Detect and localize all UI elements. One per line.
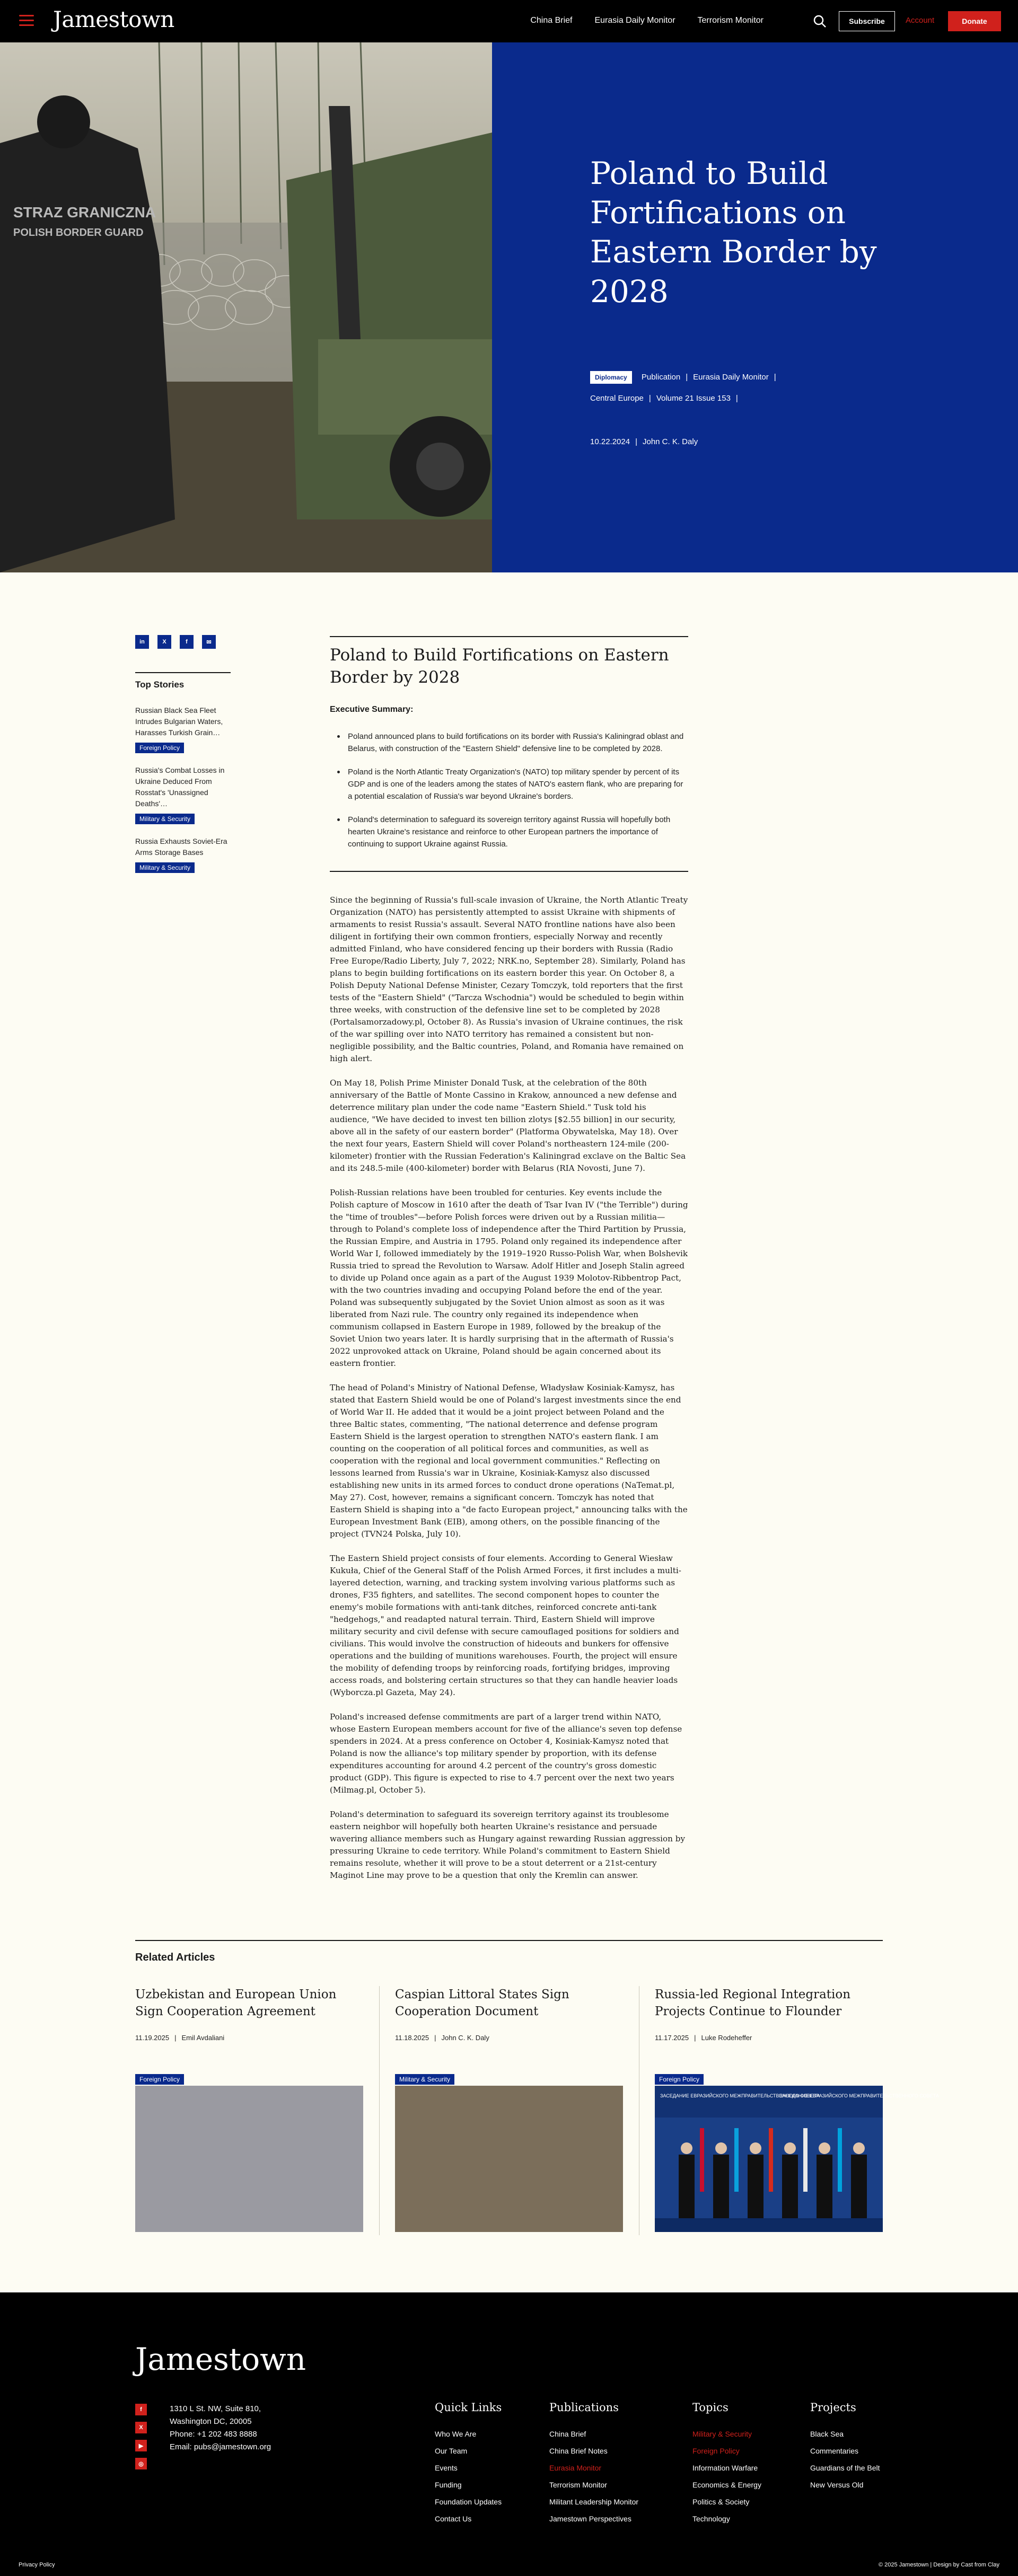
footer-col-heading: Quick Links <box>435 2401 502 2414</box>
footer-link[interactable]: China Brief <box>549 2430 586 2438</box>
donate-button[interactable]: Donate <box>948 11 1001 31</box>
footer-link[interactable]: Black Sea <box>810 2430 844 2438</box>
paragraph: Since the beginning of Russia's full-scale invasion of Ukraine, the North Atlantic Treaty Organization (NATO) has persistently attempted to assist Ukraine with shipments of armaments to resist Russia's assault. Several NATO frontline nations have also been diligent in fortifying their own common frontiers, especially Norway and recently admitted Finland, who have considered fencing up their borders with Russia (Radio Free Europe/Radio Liberty, July 7, 2022; NRK.no, September 28). Similarly, Poland has plans to begin building fortifications on its eastern border this year. On October 8, a Polish Deputy National Defense Minister, Cezary Tomczyk, told reporters that the first tests of the "Eastern Shield" ("Tarcza Wschodnia") would be scheduled to begin within three weeks, with construction of the defensive line set to be completed by 2028 (Portalsamorzadowy.pl, October 8). As Russia's invasion of Ukraine continues, the risk of the war spilling over into NATO territory has remained a consistent but non-negligible possibility, and the Baltic countries, Poland, and Romania have remained on high alert. <box>330 895 688 1063</box>
subscribe-button[interactable]: Subscribe <box>839 11 895 31</box>
exec-summary-list <box>330 730 688 872</box>
vest-text-2: POLISH BORDER GUARD <box>13 227 144 239</box>
footer-logo[interactable]: Jamestown <box>135 2341 306 2377</box>
story-tag[interactable]: Military & Security <box>135 862 195 873</box>
story-tag[interactable]: Military & Security <box>135 814 195 824</box>
hero-meta: Diplomacy Publication | Eurasia Daily Monitor | Central Europe | Volume 21 Issue 153 | <box>590 367 887 409</box>
footer-link[interactable]: Who We Are <box>435 2430 477 2438</box>
meta-eurasia[interactable]: Eurasia Daily Monitor <box>693 373 769 382</box>
footer-col-heading: Publications <box>549 2401 619 2414</box>
nav-eurasia-daily-monitor[interactable]: Eurasia Daily Monitor <box>594 16 675 25</box>
related-meta: 11.18.2025 | John C. K. Daly <box>395 2034 489 2042</box>
hero-panel <box>492 42 1018 572</box>
footer-link[interactable]: Eurasia Monitor <box>549 2464 602 2472</box>
share-bar <box>135 635 216 649</box>
hero-date: 10.22.2024 <box>590 437 630 446</box>
footer-link[interactable]: Funding <box>435 2481 462 2489</box>
nav-china-brief[interactable]: China Brief <box>530 16 573 25</box>
related-title[interactable]: Caspian Littoral States Sign Cooperation Document <box>395 1988 569 2018</box>
footer-address <box>170 2403 271 2454</box>
footer-link[interactable]: Our Team <box>435 2447 468 2455</box>
related-title[interactable]: Russia-led Regional Integration Projects Continue to Flounder <box>655 1988 851 2018</box>
footer-link[interactable]: Contact Us <box>435 2515 472 2523</box>
related-date: 11.18.2025 <box>395 2034 429 2042</box>
paragraph: The Eastern Shield project consists of four elements. According to General Wiesław Kukuła, Chief of the General Staff of the Polish Armed Forces, it first includes a multi-layered detection, warning, and tracking system involving various platforms such as drones, F35 fighters, and satellites. The second component hopes to counter the enemy's mobile formations with anti-tank ditches, reinforced concrete anti-tank "hedgehogs," and readapted natural terrain. Third, Eastern Shield will improve military security and civil defense with secure camouflaged positions for soldiers and civilians. This would involve the construction of hideouts and bunkers for offensive operations and the building of munitions warehouses. Fourth, the project will ensure the mobility of defending troops by reinforcing roads, fortifying bridges, improving access roads, and bolstering certain structures so that they can handle heavier loads (Wyborcza.pl Gazeta, May 24). <box>330 1553 681 1697</box>
meta-volume[interactable]: Volume 21 Issue 153 <box>656 394 731 403</box>
account-link[interactable]: Account <box>906 16 935 25</box>
email[interactable]: Email: pubs@jamestown.org <box>170 2442 271 2451</box>
facebook-icon[interactable]: f <box>135 2404 147 2415</box>
footer-col-topics <box>692 2401 761 2527</box>
site-logo[interactable]: Jamestown <box>53 6 174 32</box>
footer-link[interactable]: Economics & Energy <box>692 2481 761 2489</box>
footer-link[interactable]: China Brief Notes <box>549 2447 608 2455</box>
meta-region[interactable]: Central Europe <box>590 394 644 403</box>
footer-link[interactable]: Politics & Society <box>692 2498 750 2506</box>
related-card[interactable] <box>655 1986 939 2251</box>
x-icon[interactable]: X <box>135 2422 147 2433</box>
address-line: Washington DC, 20005 <box>170 2417 252 2426</box>
search-icon[interactable] <box>812 14 827 29</box>
article-body <box>330 894 688 1882</box>
meta-publication[interactable]: Publication <box>641 373 681 382</box>
copyright: © 2025 Jamestown | Design by Cast from Clay <box>879 2562 999 2568</box>
footer-link[interactable]: Technology <box>692 2515 730 2523</box>
vest-text-1: STRAZ GRANICZNA <box>13 204 156 220</box>
nav-terrorism-monitor[interactable]: Terrorism Monitor <box>697 16 763 25</box>
related-tag[interactable]: Military & Security <box>395 2074 454 2085</box>
footer-link[interactable]: Events <box>435 2464 458 2472</box>
footer-col-quick-links <box>435 2401 502 2527</box>
exec-item: Poland's determination to safeguard its sovereign territory against Russia will hopefully both hearten Ukraine's resistance and reinforce to other European partners the importance of continuing to support Ukraine against Russia. <box>337 814 688 850</box>
youtube-icon[interactable]: ▶ <box>135 2440 147 2451</box>
related-tag[interactable]: Foreign Policy <box>135 2074 184 2085</box>
related-title[interactable]: Uzbekistan and European Union Sign Cooperation Agreement <box>135 1988 337 2018</box>
list-item[interactable] <box>135 705 231 753</box>
hero-image <box>0 42 492 572</box>
instagram-icon[interactable]: ◎ <box>135 2458 147 2469</box>
related-grid <box>135 1986 939 2278</box>
story-title[interactable]: Russian Black Sea Fleet Intrudes Bulgarian Waters, Harasses Turkish Grain… <box>135 706 223 737</box>
related-date: 11.19.2025 <box>135 2034 170 2042</box>
footer-link[interactable]: New Versus Old <box>810 2481 864 2489</box>
related-meta: 11.17.2025 | Luke Rodeheffer <box>655 2034 752 2042</box>
paragraph: On May 18, Polish Prime Minister Donald Tusk, at the celebration of the 80th anniversary of the Battle of Monte Cassino in Krakow, announced a new defense and deterrence military plan under the code name "Eastern Shield." Tusk told his audience, "We have decided to invest ten billion zlotys [$2.55 billion] in our security, above all in the safety of our eastern border" (Platforma Obywatelska, May 18). Over the next four years, Eastern Shield will cover Poland's northeastern 124-mile (200-kilometer) frontier with the Russian Federation's Kaliningrad exclave on the Baltic Sea and its 248.5-mile (400-kilometer) border with Belarus (RIA Novosti, June 7). <box>330 1078 686 1173</box>
list-item[interactable] <box>135 836 231 873</box>
related-meta: 11.19.2025 | Emil Avdaliani <box>135 2034 225 2042</box>
menu-icon[interactable] <box>19 15 34 27</box>
footer-col-projects <box>810 2401 880 2493</box>
paragraph: Polish-Russian relations have been troubled for centuries. Key events include the Polish capture of Moscow in 1610 after the death of Tsar Ivan IV ("the Terrible") during the "time of troubles"—before Polish forces were driven out by a Russian militia—through to Poland's complete loss of independence after the Third Partition by Prussia, the Russian Empire, and Austria in 1795. Poland only regained its independence after World War I, followed immediately by the 1919–1920 Russo-Polish War, when Bolshevik Russia tried to spread the Revolution to Warsaw. Adolf Hitler and Joseph Stalin agreed to divide up Poland once again as a part of the August 1939 Molotov-Ribbentrop Pact, with the two countries invading and occupying Poland before the end of the year. Poland was subsequently subjugated by the Soviet Union almost as soon as it was liberated from Nazi rule. The country only regained its independence when communism collapsed in Eastern Europe in 1989, followed by the breakup of the Soviet Union two years later. It is hardly surprising that in the aftermath of Russia's 2022 unprovoked attack on Ukraine, Poland should be again concerned about its eastern frontier. <box>330 1187 688 1368</box>
footer-link[interactable]: Guardians of the Belt <box>810 2464 880 2472</box>
related-author[interactable]: Luke Rodeheffer <box>701 2034 752 2042</box>
paragraph: Poland's increased defense commitments are part of a larger trend within NATO, whose Eastern European members account for five of the alliance's seven top defense spenders in 2024. At a press conference on October 4, Kosiniak-Kamysz noted that Poland is now the alliance's top military spender by proportion, with its defense expenditures accounting for around 4.2 percent of the country's gross domestic product (GDP). This figure is expected to rise to 4.7 percent over the next two years (Milmag.pl, October 5). <box>330 1712 682 1795</box>
related-card[interactable] <box>135 1986 363 2251</box>
privacy-link[interactable]: Privacy Policy <box>19 2562 55 2568</box>
divider <box>379 1986 380 2235</box>
footer-link[interactable]: Jamestown Perspectives <box>549 2515 631 2523</box>
related-card[interactable] <box>395 1986 623 2251</box>
related-articles <box>135 1940 939 2098</box>
footer-link[interactable]: Commentaries <box>810 2447 859 2455</box>
hero-title: Poland to Build Fortifications on Eastern Border by 2028 <box>590 155 877 310</box>
story-title[interactable]: Russia's Combat Losses in Ukraine Deduced From Rosstat's 'Unassigned Deaths'… <box>135 766 225 808</box>
footer-link[interactable]: Militant Leadership Monitor <box>549 2498 639 2506</box>
address-line: 1310 L St. NW, Suite 810, <box>170 2404 261 2413</box>
footer-link[interactable]: Military & Security <box>692 2430 752 2438</box>
related-date: 11.17.2025 <box>655 2034 689 2042</box>
footer-link[interactable]: Information Warfare <box>692 2464 758 2472</box>
email-icon[interactable]: ✉ <box>202 635 216 649</box>
article <box>330 636 688 1894</box>
footer-col-publications <box>549 2401 638 2527</box>
exec-summary-heading: Executive Summary: <box>330 704 414 714</box>
related-image[interactable] <box>655 2086 939 2232</box>
related-image[interactable] <box>135 2086 363 2232</box>
footer-link[interactable]: Foreign Policy <box>692 2447 740 2455</box>
footer-link[interactable]: Terrorism Monitor <box>549 2481 607 2489</box>
article-title: Poland to Build Fortifications on Eastern Border by 2028 <box>330 636 688 689</box>
hero-author[interactable]: John C. K. Daly <box>642 437 698 446</box>
list-item[interactable] <box>135 765 231 824</box>
footer-link[interactable]: Foundation Updates <box>435 2498 502 2506</box>
related-author[interactable]: John C. K. Daly <box>441 2034 489 2042</box>
related-image[interactable] <box>395 2086 623 2232</box>
exec-item: Poland announced plans to build fortifications on its border with Russia's Kaliningrad oblast and Belarus, with construction of the "Eastern Shield" defensive line to be completed by 2028. <box>337 730 688 755</box>
main-nav <box>530 16 763 25</box>
paragraph: Poland's determination to safeguard its sovereign territory against its troublesome eastern neighbor will hopefully both hearten Ukraine's resistance and persuade wavering alliance members such as Hungary against rewarding Russian aggression by pressuring Ukraine to cede territory. While Poland's commitment to Eastern Shield remains resolute, whether it will prove to be a stout deterrent or a 21st-century Maginot Line may prove to be a question that only the Kremlin can answer. <box>330 1809 686 1880</box>
related-tag[interactable]: Foreign Policy <box>655 2074 704 2085</box>
footer-bottom <box>19 2562 999 2568</box>
linkedin-icon[interactable]: in <box>135 635 149 649</box>
phone: Phone: +1 202 483 8888 <box>170 2430 257 2439</box>
exec-item: Poland is the North Atlantic Treaty Organization's (NATO) top military spender by percent of its GDP and is one of the leaders among the states of NATO's eastern flank, who are preparing for a potential escalation of Russia's war beyond Ukraine's borders. <box>337 766 688 802</box>
footer-social <box>135 2404 147 2476</box>
hero-tag[interactable]: Diplomacy <box>590 371 632 384</box>
footer-col-heading: Topics <box>692 2401 729 2414</box>
top-navbar <box>0 0 1018 42</box>
banner-text-2: ЗАСЕДАНИЕ ЕВРАЗИЙСКОГО МЕЖПРАВИТЕЛЬСТВЕННОГО СОВЕТА <box>779 2093 939 2098</box>
hero-date-author: 10.22.2024 | John C. K. Daly <box>590 437 698 446</box>
facebook-icon[interactable]: f <box>180 635 194 649</box>
related-heading: Related Articles <box>135 1952 215 1963</box>
top-stories <box>135 672 231 885</box>
story-title[interactable]: Russia Exhausts Soviet-Era Arms Storage Bases <box>135 837 227 857</box>
story-tag[interactable]: Foreign Policy <box>135 743 184 753</box>
x-icon[interactable]: X <box>157 635 171 649</box>
top-stories-heading: Top Stories <box>135 672 231 705</box>
banner-text-1: ЗАСЕДАНИЕ ЕВРАЗИЙСКОГО МЕЖПРАВИТЕЛЬСТВЕННОГО СОВЕТА <box>660 2093 820 2098</box>
footer <box>0 2292 1018 2576</box>
footer-col-heading: Projects <box>810 2401 856 2414</box>
related-author[interactable]: Emil Avdaliani <box>181 2034 225 2042</box>
paragraph: The head of Poland's Ministry of National Defense, Władysław Kosiniak-Kamysz, has stated that Eastern Shield would be one of Poland's largest investments since the end of World War II. He added that it would be a joint project between Poland and the three Baltic states, commenting, "The national deterrence and defense program Eastern Shield is the largest operation to strengthen NATO's eastern flank. I am counting on the cooperation of all political forces and communities, as well as cooperation with the regional and local government communities." Reflecting on lessons learned from Russia's war in Ukraine, Kosiniak-Kamysz also discussed establishing new units in its armed forces to conduct drone operations (NaTemat.pl, May 27). Cost, however, remains a significant concern. Tomczyk has noted that Eastern Shield is shaping into a "de facto European project," announcing talks with the European Investment Bank (EIB), among others, on the possible financing of the project (TVN24 Polska, July 10). <box>330 1382 688 1539</box>
